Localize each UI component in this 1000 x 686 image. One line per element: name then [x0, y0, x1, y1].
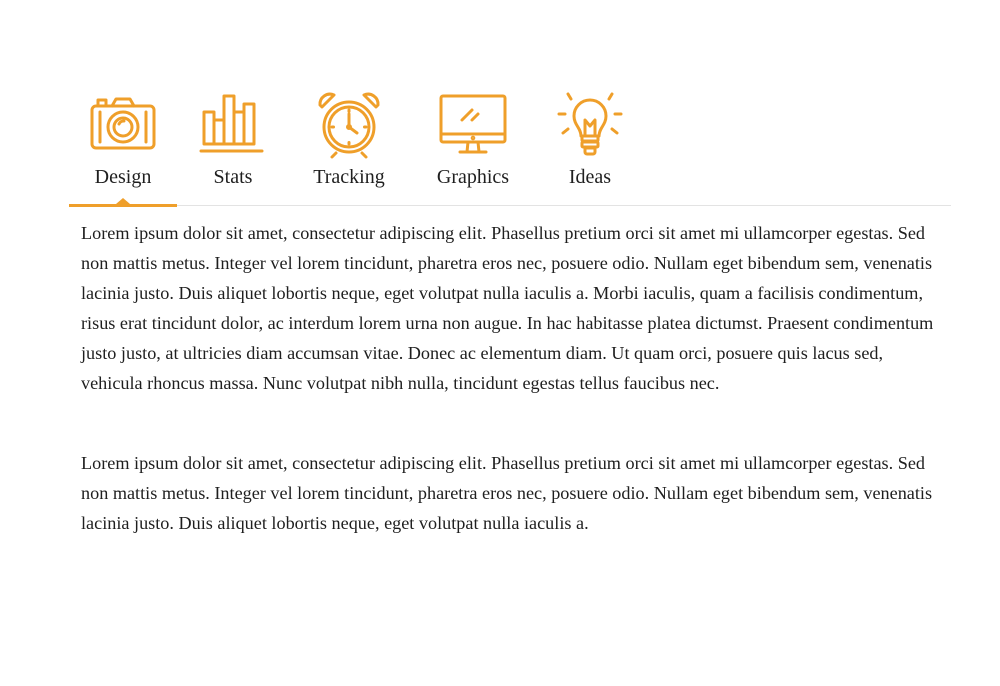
tab-ideas[interactable] — [549, 88, 631, 205]
tab-stats[interactable] — [187, 88, 279, 205]
alarm-clock-icon — [314, 90, 384, 160]
tab-design[interactable] — [69, 88, 177, 205]
tab-tracking[interactable] — [301, 88, 397, 205]
lightbulb-icon — [555, 90, 625, 160]
content-paragraph: Lorem ipsum dolor sit amet, consectetur adipiscing elit. Phasellus pretium orci sit amet mi ullamcorper egestas. Sed non mattis metus. Integer vel lorem tincidunt, pharetra eros nec, posuere odio. Nullam eget bibendum sem, venenatis lacinia justo. Duis aliquet lobortis neque, eget volutpat nulla iaculis a. Morbi iaculis, quam a facilisis condimentum, risus erat tincidunt dolor, ac interdum lorem urna non augue. In hac habitasse platea dictumst. Praesent condimentum justo justo, at ultricies diam accumsan vitae. Donec ac elementum diam. Ut quam orci, posuere quis lacus sed, vehicula rhoncus massa. Nunc volutpat nibh nulla, tincidunt egestas tellus faucibus nec. — [81, 223, 934, 393]
tab-label: Ideas — [568, 166, 612, 188]
tab-graphics[interactable] — [427, 88, 519, 205]
tab-label: Design — [94, 166, 152, 188]
active-tab-indicator — [116, 198, 130, 204]
tab-content-panel — [81, 218, 947, 538]
camera-icon — [88, 90, 158, 160]
monitor-icon — [438, 90, 508, 160]
bar-chart-icon — [198, 90, 268, 160]
tab-label: Stats — [213, 166, 253, 188]
content-paragraph: Lorem ipsum dolor sit amet, consectetur adipiscing elit. Phasellus pretium orci sit amet mi ullamcorper egestas. Sed non mattis metus. Integer vel lorem tincidunt, pharetra eros nec, posuere odio. Nullam eget bibendum sem, venenatis lacinia justo. Duis aliquet lobortis neque, eget volutpat nulla iaculis a. — [81, 453, 933, 533]
tab-label: Graphics — [436, 166, 510, 188]
tab-label: Tracking — [313, 166, 385, 188]
tab-bar — [69, 88, 951, 206]
